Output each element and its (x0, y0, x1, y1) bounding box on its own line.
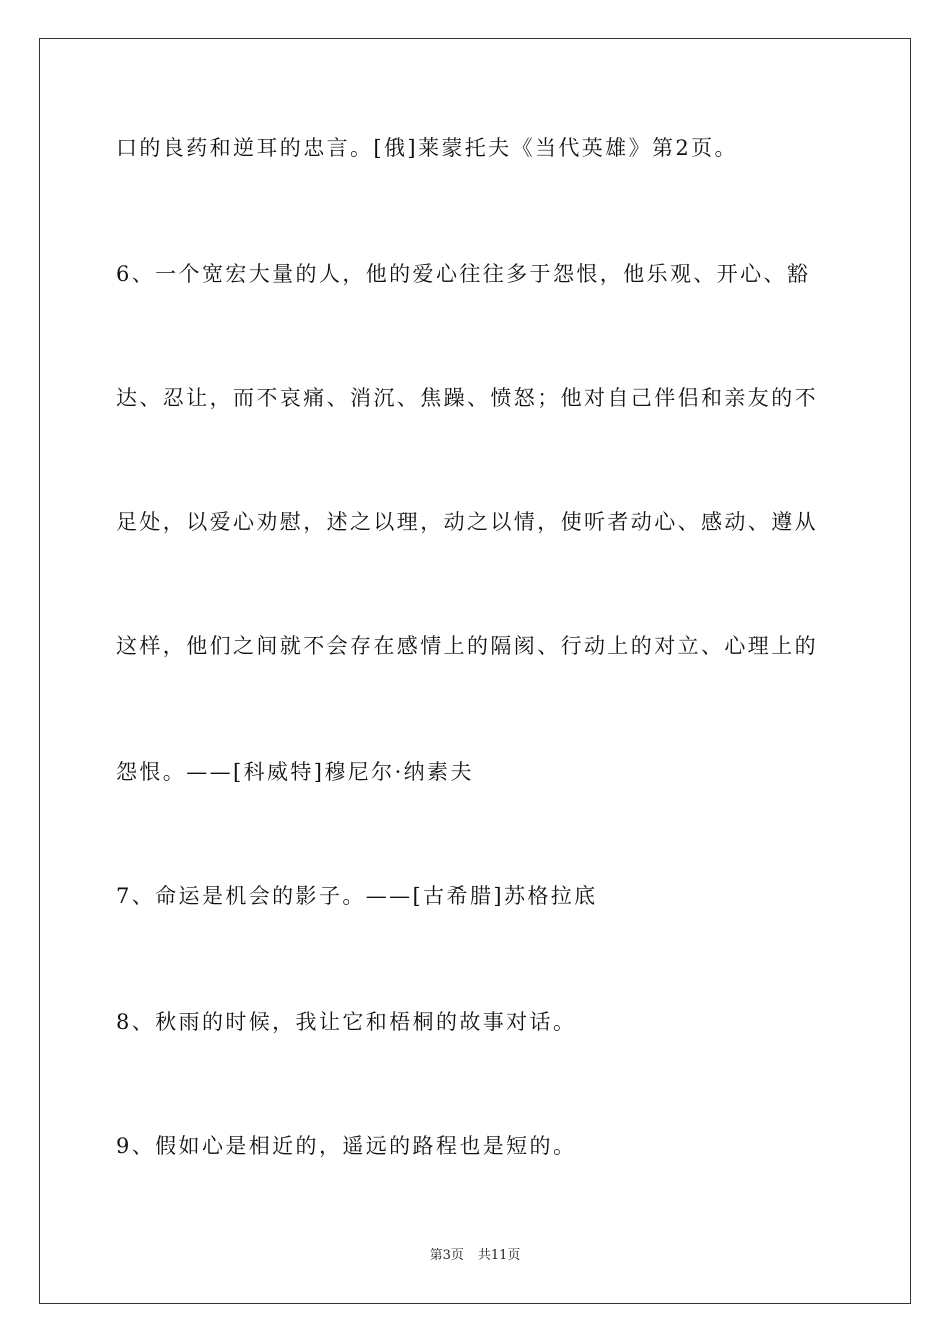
page-total: 共11页 (477, 1248, 521, 1263)
page-number: 第3页 (429, 1248, 464, 1263)
page-footer (0, 1248, 950, 1264)
text-line-2: 6、一个宽宏大量的人，他的爱心往往多于怨恨，他乐观、开心、豁 (116, 262, 811, 286)
text-line-7: 7、命运是机会的影子。——[古希腊]苏格拉底 (116, 884, 598, 908)
text-line-9: 9、假如心是相近的，遥远的路程也是短的。 (116, 1134, 577, 1158)
text-line-4: 足处，以爱心劝慰，述之以理，动之以情，使听者动心、感动、遵从 (116, 510, 818, 534)
text-line-6: 怨恨。——[科威特]穆尼尔·纳素夫 (116, 760, 474, 784)
text-line-1: 口的良药和逆耳的忠言。[俄]莱蒙托夫《当代英雄》第2页。 (116, 136, 738, 160)
text-line-8: 8、秋雨的时候，我让它和梧桐的故事对话。 (116, 1010, 577, 1034)
text-line-5: 这样，他们之间就不会存在感情上的隔阂、行动上的对立、心理上的 (116, 634, 818, 658)
page-frame (39, 38, 911, 1304)
text-line-3: 达、忍让，而不哀痛、消沉、焦躁、愤怒；他对自己伴侣和亲友的不 (116, 386, 818, 410)
